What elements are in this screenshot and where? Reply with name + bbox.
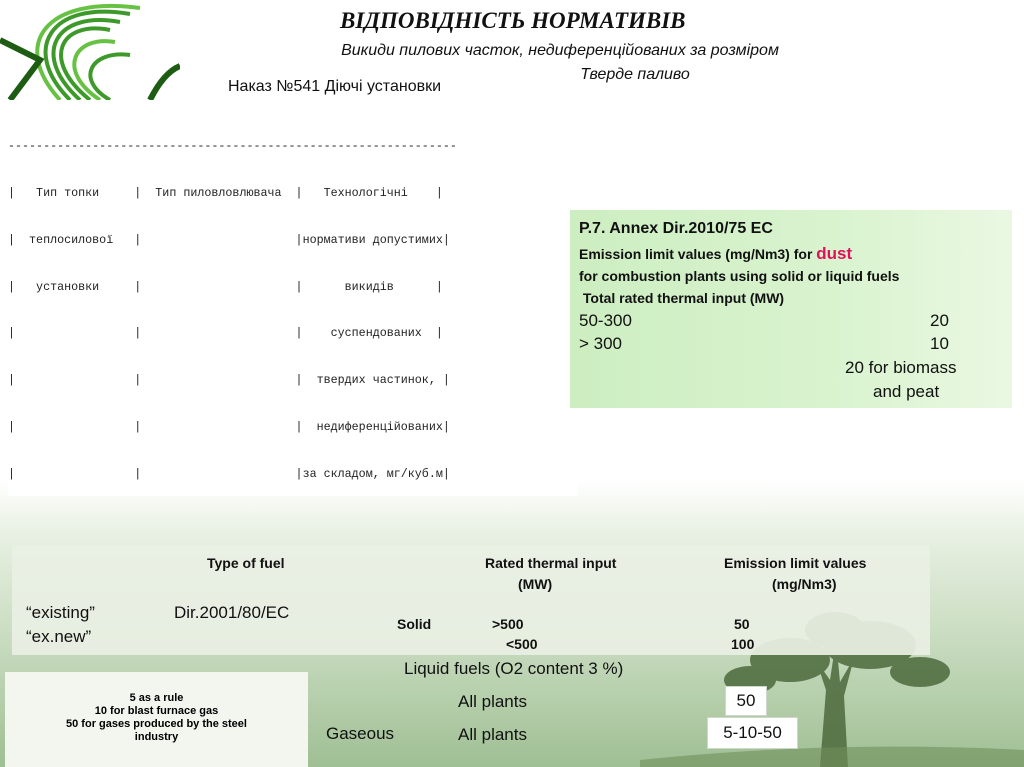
gas-limit-value: 5-10-50	[707, 717, 798, 749]
directive-label: Dir.2001/80/EC	[174, 603, 290, 622]
input-under-500: <500	[506, 636, 538, 652]
annex-range-1: 50-300	[579, 311, 632, 330]
header-limit-2: (mg/Nm3)	[772, 576, 837, 592]
table-line: | Тип топки | Тип пиловловлювача | Технологічні |	[8, 185, 443, 200]
gaseous-label: Gaseous	[326, 724, 395, 743]
header-input-2: (MW)	[518, 576, 553, 592]
header-fuel: Type of fuel	[207, 555, 285, 571]
fuel-subtitle: Тверде паливо	[580, 66, 690, 83]
annex-line1-text: Emission limit values (mg/Nm3) for	[579, 246, 817, 262]
logo-swirl-icon	[0, 0, 180, 100]
dust-highlight: dust	[816, 244, 853, 263]
gas-notes-box	[5, 672, 308, 767]
header-limit-1: Emission limit values	[724, 555, 867, 571]
exnew-label: “ex.new”	[26, 627, 92, 646]
annex-line2: for combustion plants using solid or liquid fuels	[579, 268, 900, 284]
all-plants-liquid: All plants	[458, 692, 527, 711]
gas-note-line: industry	[134, 731, 179, 743]
liquid-fuels-label: Liquid fuels (O2 content 3 %)	[404, 659, 624, 678]
table-line: ----------------------------------------------------------------	[8, 139, 457, 154]
annex-line1	[579, 244, 852, 264]
table-line: | установки | | викидів |	[8, 279, 443, 294]
annex-value-1: 20	[930, 311, 949, 330]
annex-line3: Total rated thermal input (MW)	[579, 290, 785, 306]
gas-note-line: 50 for gases produced by the steel	[66, 718, 247, 730]
input-over-500: >500	[492, 616, 524, 632]
all-plants-gas: All plants	[458, 725, 527, 744]
annex-box	[570, 210, 1012, 408]
gas-note-line: 10 for blast furnace gas	[94, 705, 219, 717]
table-line: | теплосилової | |нормативи допустимих|	[8, 232, 450, 247]
liquid-limit-value: 50	[725, 686, 767, 716]
table-line: | | | твердих частинок, |	[8, 373, 450, 388]
annex-note-1: 20 for biomass	[845, 358, 957, 377]
norms-table	[8, 108, 578, 496]
table-line: | | |за складом, мг/куб.м|	[8, 466, 450, 481]
annex-heading: P.7. Annex Dir.2010/75 EC	[579, 220, 773, 237]
limit-100: 100	[731, 636, 755, 652]
annex-range-2: > 300	[579, 334, 623, 353]
header-input-1: Rated thermal input	[485, 555, 617, 571]
solid-label: Solid	[397, 616, 432, 632]
gas-note-line: 5 as a rule	[129, 692, 184, 704]
limit-50: 50	[734, 616, 750, 632]
table-line: | | | суспендованих |	[8, 326, 443, 341]
existing-label: “existing”	[26, 603, 95, 622]
annex-value-2: 10	[930, 334, 949, 353]
annex-note-2: and peat	[873, 382, 940, 401]
table-line: | | | недиференційованих|	[8, 419, 450, 434]
page-title: ВІДПОВІДНІСТЬ НОРМАТИВІВ	[340, 8, 686, 33]
order-label: Наказ №541 Діючі установки	[228, 78, 442, 95]
page-subtitle: Викиди пилових часток, недиференційованих за розміром	[341, 42, 779, 59]
